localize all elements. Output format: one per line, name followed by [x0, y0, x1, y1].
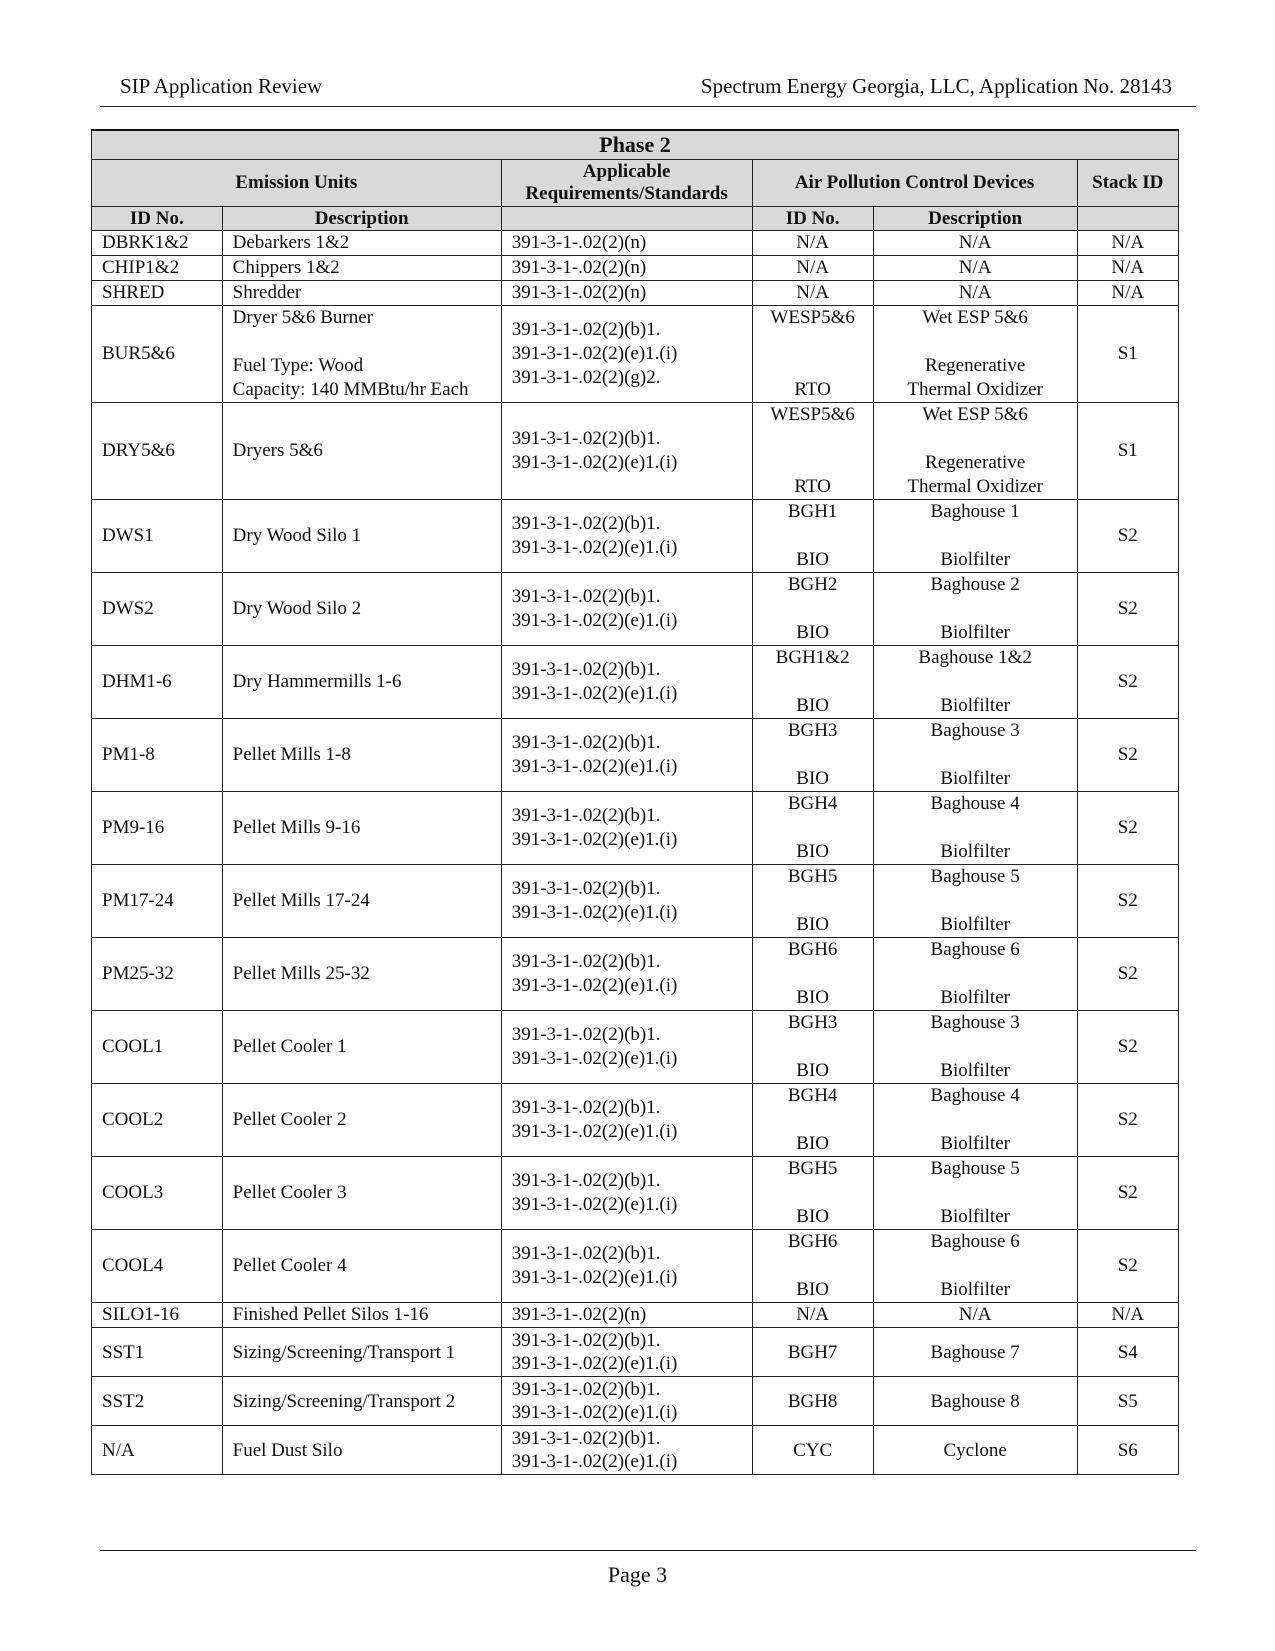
cell-apcd-description: Wet ESP 5&6 Regenerative Thermal Oxidizer: [873, 306, 1077, 403]
header-apcd-description: Description: [873, 207, 1077, 231]
cell-apcd-description: Baghouse 3 Biolfilter: [873, 719, 1077, 792]
cell-apcd-id-no: BGH2 BIO: [752, 573, 873, 646]
cell-apcd-description: Baghouse 2 Biolfilter: [873, 573, 1077, 646]
cell-id-no: DHM1-6: [92, 646, 223, 719]
cell-description: Pellet Mills 9-16: [222, 792, 501, 865]
table-row: [92, 256, 1179, 281]
cell-apcd-id-no: BGH3 BIO: [752, 1011, 873, 1084]
cell-description: Sizing/Screening/Transport 1: [222, 1328, 501, 1377]
cell-stack-id: S1: [1077, 403, 1178, 500]
table-row: [92, 646, 1179, 719]
cell-description: Chippers 1&2: [222, 256, 501, 281]
cell-description: Fuel Dust Silo: [222, 1426, 501, 1475]
cell-stack-id: S6: [1077, 1426, 1178, 1475]
cell-stack-id: S2: [1077, 646, 1178, 719]
cell-requirements: 391-3-1-.02(2)(b)1. 391-3-1-.02(2)(e)1.(i): [501, 1377, 752, 1426]
cell-apcd-description: Baghouse 4 Biolfilter: [873, 1084, 1077, 1157]
cell-id-no: N/A: [92, 1426, 223, 1475]
table-row: [92, 1377, 1179, 1426]
header-air-pollution-control-devices: Air Pollution Control Devices: [752, 160, 1077, 207]
cell-id-no: DBRK1&2: [92, 231, 223, 256]
table-row: [92, 1230, 1179, 1303]
cell-apcd-id-no: BGH6 BIO: [752, 938, 873, 1011]
cell-description: Pellet Cooler 2: [222, 1084, 501, 1157]
cell-apcd-description: Baghouse 4 Biolfilter: [873, 792, 1077, 865]
cell-stack-id: S2: [1077, 1011, 1178, 1084]
cell-stack-id: N/A: [1077, 281, 1178, 306]
cell-apcd-id-no: WESP5&6 RTO: [752, 403, 873, 500]
cell-id-no: PM25-32: [92, 938, 223, 1011]
table-row: [92, 1011, 1179, 1084]
table-row: [92, 719, 1179, 792]
table-body: [92, 231, 1179, 1475]
cell-requirements: 391-3-1-.02(2)(b)1. 391-3-1-.02(2)(e)1.(i): [501, 1157, 752, 1230]
cell-apcd-id-no: BGH3 BIO: [752, 719, 873, 792]
cell-id-no: COOL1: [92, 1011, 223, 1084]
header-apcd-id-no: ID No.: [752, 207, 873, 231]
cell-stack-id: N/A: [1077, 231, 1178, 256]
cell-apcd-description: N/A: [873, 256, 1077, 281]
cell-id-no: BUR5&6: [92, 306, 223, 403]
cell-stack-id: S2: [1077, 573, 1178, 646]
cell-requirements: 391-3-1-.02(2)(b)1. 391-3-1-.02(2)(e)1.(i) 391-3-1-.02(2)(g)2.: [501, 306, 752, 403]
table-row: [92, 403, 1179, 500]
cell-description: Pellet Mills 1-8: [222, 719, 501, 792]
table-row: [92, 1157, 1179, 1230]
cell-stack-id: S2: [1077, 1084, 1178, 1157]
table-row: [92, 231, 1179, 256]
cell-description: Pellet Mills 25-32: [222, 938, 501, 1011]
cell-id-no: CHIP1&2: [92, 256, 223, 281]
header-description: Description: [222, 207, 501, 231]
cell-description: Shredder: [222, 281, 501, 306]
table-row: [92, 865, 1179, 938]
cell-description: Sizing/Screening/Transport 2: [222, 1377, 501, 1426]
cell-apcd-id-no: BGH5 BIO: [752, 1157, 873, 1230]
cell-apcd-description: N/A: [873, 231, 1077, 256]
cell-apcd-id-no: BGH8: [752, 1377, 873, 1426]
table-row: [92, 792, 1179, 865]
cell-apcd-id-no: BGH4 BIO: [752, 792, 873, 865]
cell-requirements: 391-3-1-.02(2)(b)1. 391-3-1-.02(2)(e)1.(i): [501, 865, 752, 938]
cell-description: Finished Pellet Silos 1-16: [222, 1303, 501, 1328]
cell-apcd-description: Baghouse 6 Biolfilter: [873, 938, 1077, 1011]
cell-apcd-description: Wet ESP 5&6 Regenerative Thermal Oxidizer: [873, 403, 1077, 500]
cell-requirements: 391-3-1-.02(2)(n): [501, 281, 752, 306]
header-stack-id: Stack ID: [1077, 160, 1178, 207]
cell-stack-id: S1: [1077, 306, 1178, 403]
cell-stack-id: S2: [1077, 865, 1178, 938]
cell-requirements: 391-3-1-.02(2)(b)1. 391-3-1-.02(2)(e)1.(i): [501, 1084, 752, 1157]
cell-apcd-description: Baghouse 3 Biolfilter: [873, 1011, 1077, 1084]
cell-stack-id: S5: [1077, 1377, 1178, 1426]
cell-requirements: 391-3-1-.02(2)(b)1. 391-3-1-.02(2)(e)1.(i): [501, 1328, 752, 1377]
table-row: [92, 1328, 1179, 1377]
cell-apcd-description: N/A: [873, 281, 1077, 306]
table-row: [92, 573, 1179, 646]
cell-apcd-description: Baghouse 1&2 Biolfilter: [873, 646, 1077, 719]
cell-apcd-id-no: BGH1 BIO: [752, 500, 873, 573]
cell-id-no: PM17-24: [92, 865, 223, 938]
cell-apcd-description: N/A: [873, 1303, 1077, 1328]
cell-apcd-description: Baghouse 7: [873, 1328, 1077, 1377]
cell-apcd-description: Cyclone: [873, 1426, 1077, 1475]
cell-description: Pellet Mills 17-24: [222, 865, 501, 938]
cell-apcd-description: Baghouse 6 Biolfilter: [873, 1230, 1077, 1303]
cell-description: Dryer 5&6 Burner Fuel Type: Wood Capacity: 140 MMBtu/hr Each: [222, 306, 501, 403]
cell-apcd-id-no: CYC: [752, 1426, 873, 1475]
cell-requirements: 391-3-1-.02(2)(b)1. 391-3-1-.02(2)(e)1.(i): [501, 938, 752, 1011]
header-left-title: SIP Application Review: [120, 74, 323, 98]
header-emission-units: Emission Units: [92, 160, 502, 207]
header-right-title: Spectrum Energy Georgia, LLC, Application No. 28143: [700, 74, 1172, 98]
header-applicable-requirements: Applicable Requirements/Standards: [501, 160, 752, 207]
cell-stack-id: S2: [1077, 500, 1178, 573]
cell-apcd-id-no: WESP5&6 RTO: [752, 306, 873, 403]
cell-requirements: 391-3-1-.02(2)(b)1. 391-3-1-.02(2)(e)1.(i): [501, 792, 752, 865]
cell-id-no: DWS2: [92, 573, 223, 646]
table-row: [92, 306, 1179, 403]
cell-apcd-description: Baghouse 1 Biolfilter: [873, 500, 1077, 573]
cell-requirements: 391-3-1-.02(2)(b)1. 391-3-1-.02(2)(e)1.(i): [501, 403, 752, 500]
cell-apcd-description: Baghouse 5 Biolfilter: [873, 865, 1077, 938]
cell-description: Debarkers 1&2: [222, 231, 501, 256]
cell-apcd-id-no: BGH5 BIO: [752, 865, 873, 938]
cell-id-no: COOL3: [92, 1157, 223, 1230]
cell-description: Dry Wood Silo 1: [222, 500, 501, 573]
cell-requirements: 391-3-1-.02(2)(n): [501, 231, 752, 256]
cell-description: Pellet Cooler 3: [222, 1157, 501, 1230]
cell-apcd-id-no: N/A: [752, 281, 873, 306]
cell-id-no: PM9-16: [92, 792, 223, 865]
emission-units-table: [91, 129, 1179, 1475]
cell-requirements: 391-3-1-.02(2)(n): [501, 1303, 752, 1328]
cell-id-no: SST2: [92, 1377, 223, 1426]
page-number: Page 3: [607, 1562, 668, 1587]
cell-requirements: 391-3-1-.02(2)(b)1. 391-3-1-.02(2)(e)1.(i): [501, 1011, 752, 1084]
cell-stack-id: S2: [1077, 792, 1178, 865]
header-id-no: ID No.: [92, 207, 223, 231]
table-row: [92, 938, 1179, 1011]
cell-description: Pellet Cooler 1: [222, 1011, 501, 1084]
cell-apcd-description: Baghouse 8: [873, 1377, 1077, 1426]
cell-id-no: PM1-8: [92, 719, 223, 792]
cell-apcd-id-no: N/A: [752, 231, 873, 256]
cell-description: Dryers 5&6: [222, 403, 501, 500]
cell-id-no: DWS1: [92, 500, 223, 573]
cell-stack-id: S4: [1077, 1328, 1178, 1377]
cell-id-no: SILO1-16: [92, 1303, 223, 1328]
cell-description: Dry Wood Silo 2: [222, 573, 501, 646]
cell-id-no: SST1: [92, 1328, 223, 1377]
table-row: [92, 1084, 1179, 1157]
cell-apcd-description: Baghouse 5 Biolfilter: [873, 1157, 1077, 1230]
cell-apcd-id-no: N/A: [752, 1303, 873, 1328]
table-row: [92, 1426, 1179, 1475]
header-stack-blank: [1077, 207, 1178, 231]
cell-stack-id: N/A: [1077, 1303, 1178, 1328]
cell-apcd-id-no: BGH7: [752, 1328, 873, 1377]
cell-id-no: DRY5&6: [92, 403, 223, 500]
cell-apcd-id-no: BGH4 BIO: [752, 1084, 873, 1157]
phase-title: Phase 2: [92, 130, 1179, 160]
cell-description: Dry Hammermills 1-6: [222, 646, 501, 719]
cell-requirements: 391-3-1-.02(2)(b)1. 391-3-1-.02(2)(e)1.(i): [501, 1230, 752, 1303]
table-row: [92, 500, 1179, 573]
cell-stack-id: S2: [1077, 938, 1178, 1011]
cell-id-no: COOL4: [92, 1230, 223, 1303]
cell-description: Pellet Cooler 4: [222, 1230, 501, 1303]
table-row: [92, 281, 1179, 306]
footer-rule: [100, 1550, 1196, 1551]
cell-apcd-id-no: N/A: [752, 256, 873, 281]
cell-stack-id: S2: [1077, 1230, 1178, 1303]
cell-id-no: SHRED: [92, 281, 223, 306]
cell-stack-id: S2: [1077, 1157, 1178, 1230]
cell-id-no: COOL2: [92, 1084, 223, 1157]
cell-requirements: 391-3-1-.02(2)(b)1. 391-3-1-.02(2)(e)1.(i): [501, 1426, 752, 1475]
cell-requirements: 391-3-1-.02(2)(n): [501, 256, 752, 281]
page-header: [100, 70, 1196, 107]
cell-requirements: 391-3-1-.02(2)(b)1. 391-3-1-.02(2)(e)1.(i): [501, 646, 752, 719]
cell-apcd-id-no: BGH1&2 BIO: [752, 646, 873, 719]
cell-apcd-id-no: BGH6 BIO: [752, 1230, 873, 1303]
header-blank: [501, 207, 752, 231]
cell-requirements: 391-3-1-.02(2)(b)1. 391-3-1-.02(2)(e)1.(i): [501, 500, 752, 573]
table-row: [92, 1303, 1179, 1328]
cell-requirements: 391-3-1-.02(2)(b)1. 391-3-1-.02(2)(e)1.(i): [501, 719, 752, 792]
cell-stack-id: N/A: [1077, 256, 1178, 281]
cell-stack-id: S2: [1077, 719, 1178, 792]
cell-requirements: 391-3-1-.02(2)(b)1. 391-3-1-.02(2)(e)1.(i): [501, 573, 752, 646]
